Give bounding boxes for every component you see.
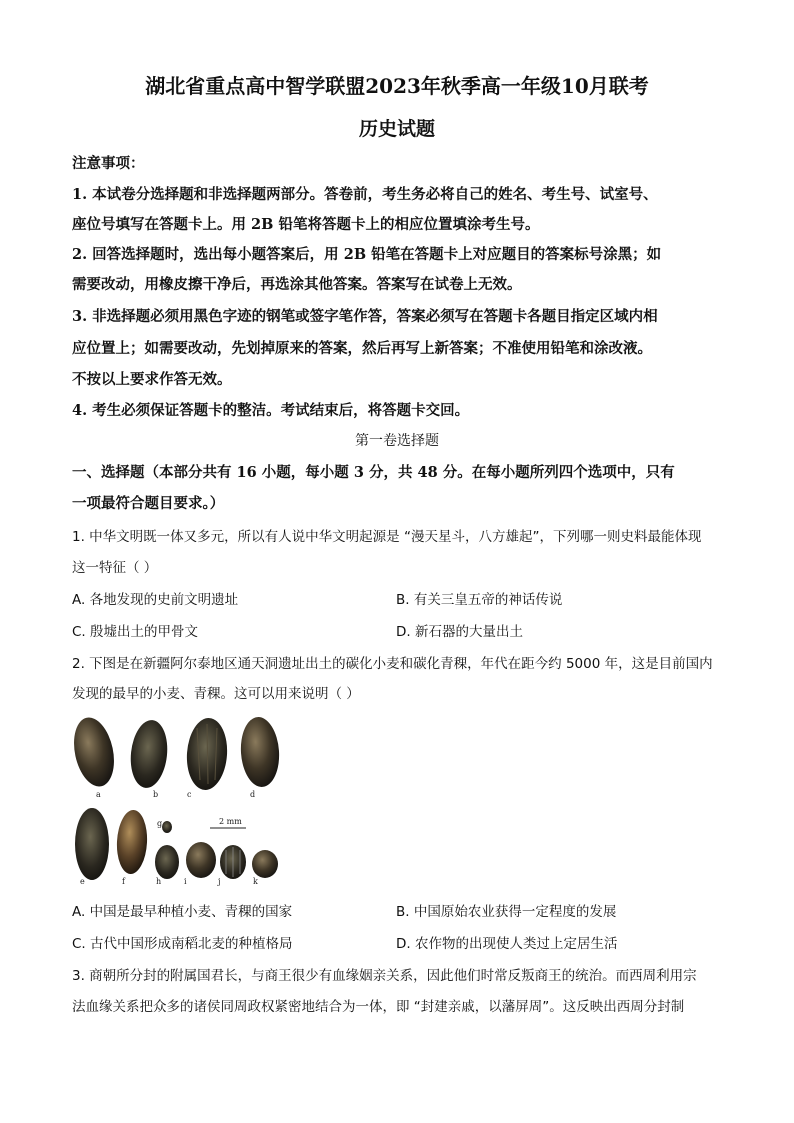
question-2-option-c: C. 古代中国形成南稻北麦的种植格局 bbox=[72, 936, 293, 952]
grain-k bbox=[252, 850, 278, 878]
notice-line: 需要改动，用橡皮擦干净后，再选涂其他答案。答案写在试卷上无效。 bbox=[72, 276, 522, 293]
section-instruction: 一、选择题（本部分共有 16 小题，每小题 3 分，共 48 分。在每小题所列四个选项中，只有 bbox=[72, 464, 675, 481]
notice-line: 3. 非选择题必须用黑色字迹的钢笔或签字笔作答，答案必须写在答题卡各题目指定区域内相 bbox=[72, 308, 658, 325]
svg-text:k: k bbox=[253, 877, 258, 886]
exam-title: 湖北省重点高中智学联盟2023年秋季高一年级10月联考 bbox=[145, 74, 649, 98]
question-2-option-d: D. 农作物的出现使人类过上定居生活 bbox=[396, 936, 618, 952]
section-instruction: 一项最符合题目要求。） bbox=[72, 495, 225, 512]
svg-text:j: j bbox=[218, 877, 221, 886]
notice-line: 座位号填写在答题卡上。用 2B 铅笔将答题卡上的相应位置填涂考生号。 bbox=[72, 216, 540, 233]
question-3-stem: 3. 商朝所分封的附属国君长，与商王很少有血缘姻亲关系，因此他们时常反叛商王的统治。而西周利用宗 bbox=[72, 968, 697, 984]
grain-i bbox=[186, 842, 216, 878]
question-1-stem: 1. 中华文明既一体又多元，所以有人说中华文明起源是 “漫天星斗，八方雄起”，下列哪一则史料最能体现 bbox=[72, 529, 702, 545]
svg-text:h: h bbox=[156, 877, 162, 886]
question-1-option-b: B. 有关三皇五帝的神话传说 bbox=[396, 592, 563, 608]
svg-text:g: g bbox=[157, 819, 163, 828]
exam-subject: 历史试题 bbox=[358, 118, 435, 140]
notice-line: 不按以上要求作答无效。 bbox=[72, 371, 232, 388]
grain-h bbox=[155, 845, 179, 879]
grain-e bbox=[75, 808, 109, 880]
notice-line: 2. 回答选择题时，选出每小题答案后，用 2B 铅笔在答题卡上对应题目的答案标号涂黑；如 bbox=[72, 246, 662, 263]
question-1-stem: 这一特征（ ） bbox=[72, 560, 158, 576]
grain-a bbox=[72, 714, 120, 790]
notice-heading: 注意事项： bbox=[72, 155, 145, 172]
question-2-option-b: B. 中国原始农业获得一定程度的发展 bbox=[396, 904, 617, 920]
svg-text:a: a bbox=[96, 790, 101, 799]
svg-text:c: c bbox=[187, 790, 192, 799]
svg-text:f: f bbox=[122, 877, 125, 886]
svg-text:b: b bbox=[153, 790, 159, 799]
notice-line: 应位置上；如需要改动，先划掉原来的答案，然后再写上新答案；不准使用铅笔和涂改液。 bbox=[72, 340, 652, 357]
grain-g bbox=[162, 821, 172, 833]
notice-line: 4. 考生必须保证答题卡的整洁。考试结束后，将答题卡交回。 bbox=[72, 402, 470, 419]
svg-text:i: i bbox=[184, 877, 187, 886]
question-1-option-c: C. 殷墟出土的甲骨文 bbox=[72, 624, 199, 640]
question-3-stem: 法血缘关系把众多的诸侯同周政权紧密地结合为一体，即 “封建亲戚，以藩屏周”。这反映出西周分封制 bbox=[72, 999, 685, 1015]
grain-d bbox=[239, 716, 282, 788]
grain-b bbox=[128, 718, 171, 789]
grain-f bbox=[115, 809, 148, 874]
grains-photo bbox=[72, 714, 287, 889]
section-title: 第一卷选择题 bbox=[355, 433, 439, 449]
svg-text:d: d bbox=[250, 790, 256, 799]
question-1-option-d: D. 新石器的大量出土 bbox=[396, 624, 523, 640]
question-2-stem: 发现的最早的小麦、青稞。这可以用来说明（ ） bbox=[72, 686, 360, 702]
question-1-option-a: A. 各地发现的史前文明遗址 bbox=[72, 592, 239, 608]
question-2-option-a: A. 中国是最早种植小麦、青稞的国家 bbox=[72, 904, 293, 920]
question-2-stem: 2. 下图是在新疆阿尔泰地区通天洞遗址出土的碳化小麦和碳化青稞，年代在距今约 5000 年，这是目前国内 bbox=[72, 656, 713, 672]
svg-text:e: e bbox=[80, 877, 85, 886]
carbonized-grains-figure bbox=[72, 714, 287, 889]
notice-line: 1. 本试卷分选择题和非选择题两部分。答卷前，考生务必将自己的姓名、考生号、试室号、 bbox=[72, 186, 658, 203]
scale-label: 2 mm bbox=[219, 817, 242, 826]
